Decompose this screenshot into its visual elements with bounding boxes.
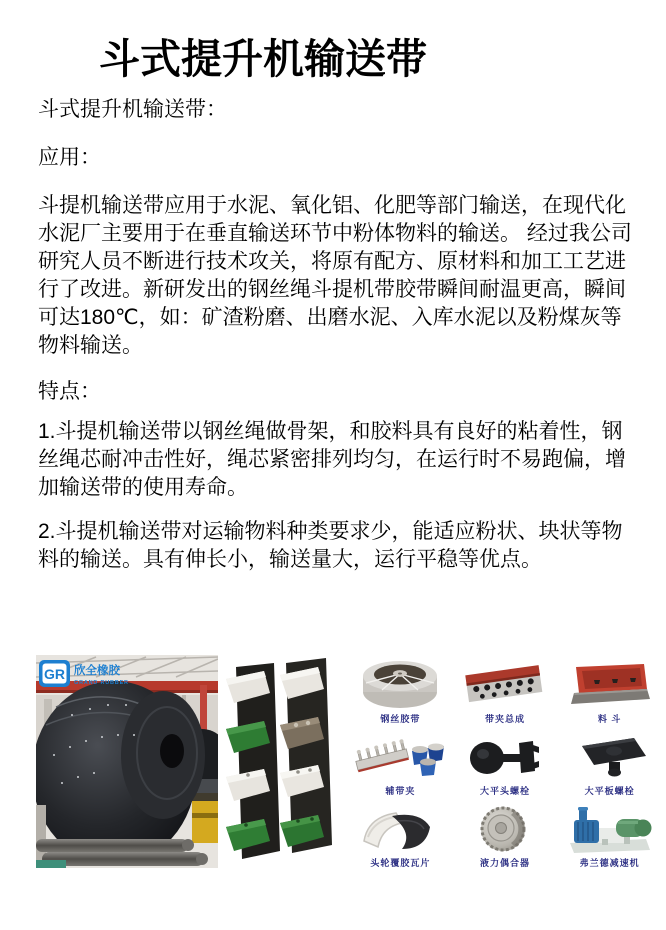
product-label: 弗兰德减速机 <box>579 858 640 868</box>
application-paragraph: 斗提机输送带应用于水泥、氧化铝、化肥等部门输送，在现代化水泥厂主要用于在垂直输送环节中粉体物料的输送。 经过我公司研究人员不断进行技术攻关，将原有配方、原材料和加工工艺进行了改进。新研发出的钢丝绳斗提机带胶带瞬间耐温更高，瞬间可达180℃，如：矿渣粉磨、出磨水泥、入库水泥以及粉煤灰等物料输送。 <box>38 194 632 357</box>
steel-cord-belt-image <box>352 659 448 711</box>
accessories-grid <box>348 653 662 869</box>
belt-clamp-assembly-image <box>457 659 553 711</box>
product-label: 辅带夹 <box>385 786 416 796</box>
page-title: 斗式提升机输送带 <box>99 36 427 82</box>
brand-name-en: GRAND RUBBER <box>74 680 129 686</box>
product-cell-hopper <box>557 653 662 725</box>
brand-name-zh: 欣全橡胶 <box>74 665 120 677</box>
product-label: 钢丝胶带 <box>380 714 421 724</box>
product-label: 头轮覆胶瓦片 <box>370 858 431 868</box>
product-label: 大平头螺栓 <box>479 786 530 796</box>
product-cell-aux-belt-clamp <box>348 725 453 797</box>
belt-roll-factory-photo <box>36 655 218 868</box>
brand-monogram: GR <box>44 666 65 682</box>
product-cell-head-wheel-lagging <box>348 797 453 869</box>
product-cell-fluid-coupling <box>453 797 558 869</box>
flat-head-bolt-image <box>457 731 553 783</box>
product-cell-flender-reducer <box>557 797 662 869</box>
product-cell-belt-clamp-assembly <box>453 653 558 725</box>
product-label: 带夹总成 <box>484 714 525 724</box>
product-cell-flat-plate-bolt <box>557 725 662 797</box>
intro-line: 斗式提升机输送带： <box>38 98 227 121</box>
flat-plate-bolt-image <box>562 731 658 783</box>
product-gallery <box>0 653 666 878</box>
features-heading: 特点： <box>38 380 101 403</box>
fluid-coupling-image <box>457 803 553 855</box>
bucket-display-photo <box>224 653 344 878</box>
product-label: 料 斗 <box>597 714 622 724</box>
flender-reducer-image <box>562 803 658 855</box>
product-cell-steel-cord-belt <box>348 653 453 725</box>
brand-logo <box>39 660 129 687</box>
feature-1-paragraph: 1.斗提机输送带以钢丝绳做骨架，和胶料具有良好的粘着性，钢丝绳芯耐冲击性好，绳芯紧密排列均匀，在运行时不易跑偏，增加输送带的使用寿命。 <box>38 420 626 499</box>
product-cell-flat-head-bolt <box>453 725 558 797</box>
head-wheel-lagging-image <box>352 803 448 855</box>
product-label: 液力偶合器 <box>479 858 530 868</box>
product-label: 大平板螺栓 <box>584 786 635 796</box>
application-heading: 应用： <box>38 146 101 169</box>
aux-belt-clamp-image <box>352 731 448 783</box>
hopper-image <box>562 659 658 711</box>
feature-2-paragraph: 2.斗提机输送带对运输物料种类要求少，能适应粉状、块状等物料的输送。具有伸长小，输送量大，运行平稳等优点。 <box>38 520 623 571</box>
